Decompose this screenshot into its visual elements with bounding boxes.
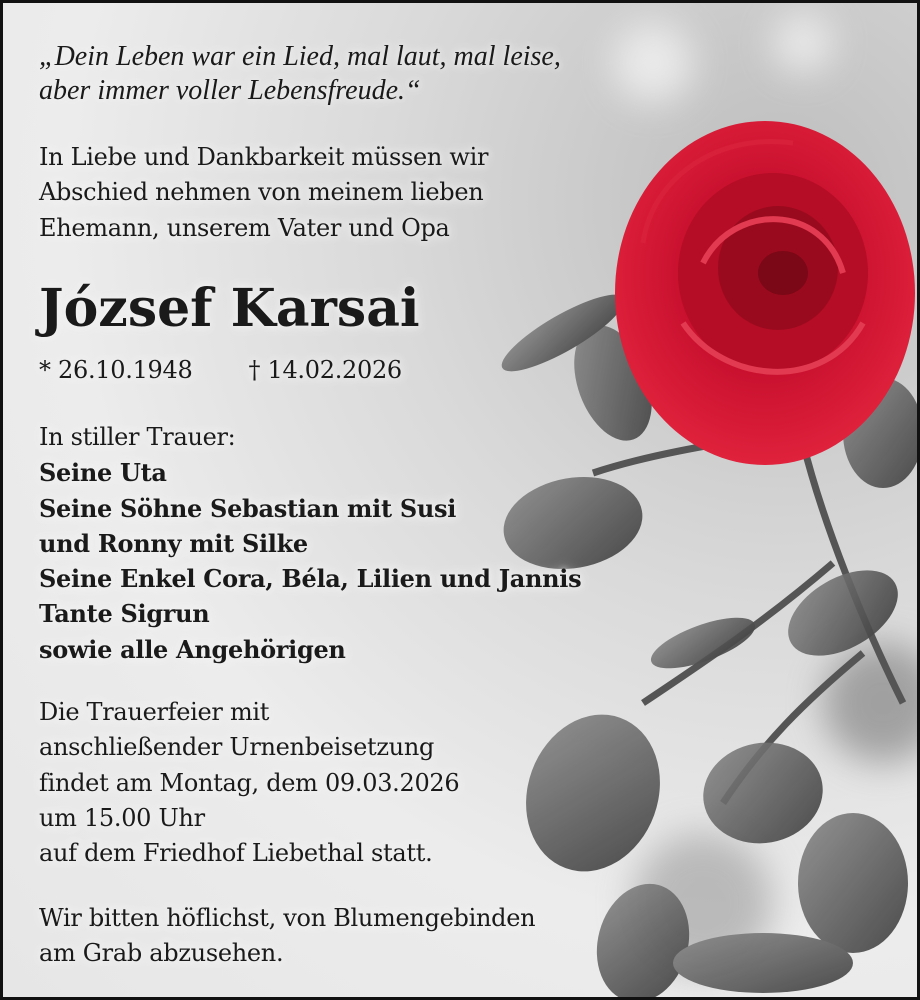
request-line: Wir bitten höflichst, von Blumengebinden <box>39 904 536 932</box>
birth-date: * 26.10.1948 <box>39 356 193 384</box>
flower-request <box>39 901 535 972</box>
rose-bloom <box>615 121 915 465</box>
deceased-name: József Karsai <box>39 278 420 339</box>
funeral-line: auf dem Friedhof Liebethal statt. <box>39 839 433 868</box>
mourner: sowie alle Angehörigen <box>39 634 346 664</box>
mourner: Seine Uta <box>39 458 167 488</box>
funeral-line: anschließender Urnenbeisetzung <box>39 733 435 762</box>
intro-line: In Liebe und Dankbarkeit müssen wir <box>39 143 489 171</box>
mourner: Seine Enkel Cora, Béla, Lilien und Jannis <box>39 564 582 594</box>
mourners-heading: In stiller Trauer: <box>39 423 236 451</box>
intro-text <box>39 140 488 246</box>
mourner: Seine Söhne Sebastian mit Susi <box>39 493 457 523</box>
request-line: am Grab abzusehen. <box>39 939 284 968</box>
mourner: Tante Sigrun <box>39 599 210 629</box>
death-date: † 14.02.2026 <box>248 356 402 384</box>
life-dates <box>39 353 458 388</box>
funeral-info <box>39 695 459 871</box>
quote-line: „Dein Leben war ein Lied, mal laut, mal leise, <box>39 41 561 72</box>
funeral-line: findet am Montag, dem 09.03.2026 <box>39 768 460 797</box>
mourners <box>39 420 581 667</box>
funeral-line: um 15.00 Uhr <box>39 803 205 832</box>
quote-line: aber immer voller Lebensfreude.“ <box>39 75 421 106</box>
quote <box>39 40 561 108</box>
intro-line: Abschied nehmen von meinem lieben <box>39 178 484 207</box>
intro-line: Ehemann, unserem Vater und Opa <box>39 213 450 242</box>
funeral-line: Die Trauerfeier mit <box>39 698 270 726</box>
mourner: und Ronny mit Silke <box>39 528 308 558</box>
